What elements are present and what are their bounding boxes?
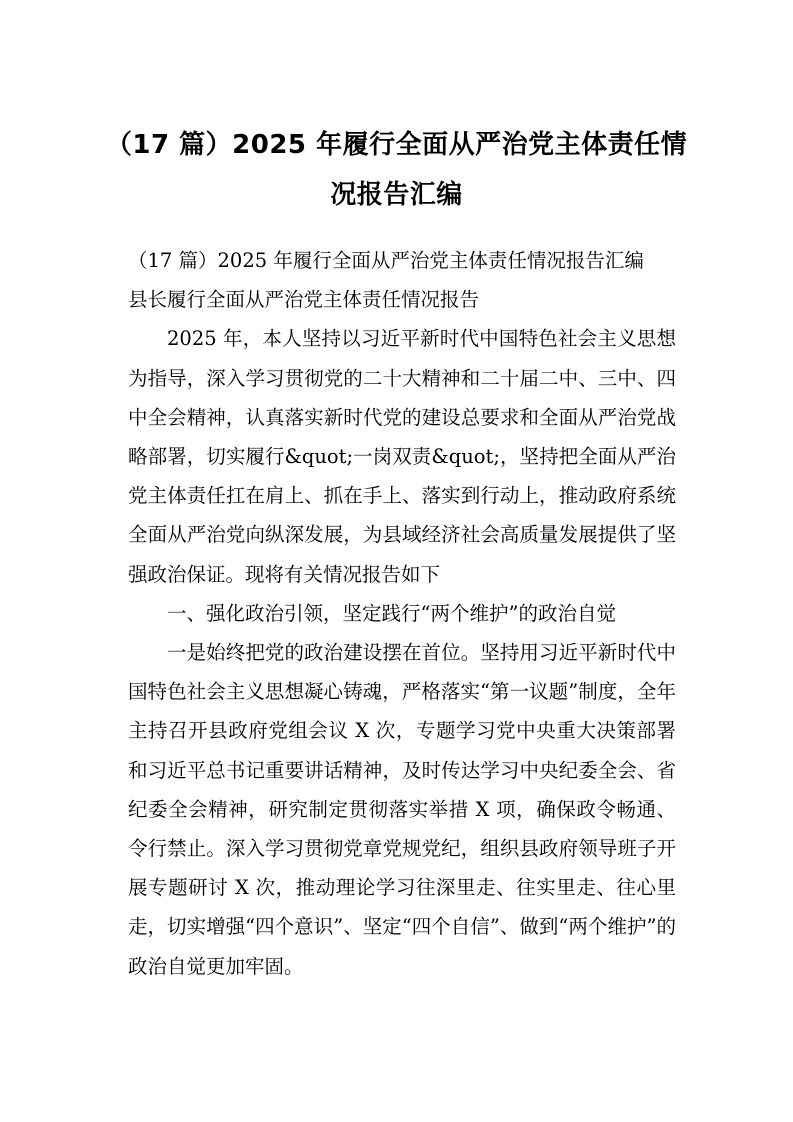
document-title: （17 篇）2025 年履行全面从严治党主体责任情况报告汇编 bbox=[105, 130, 688, 210]
paragraph-collection-title: （17 篇）2025 年履行全面从严治党主体责任情况报告汇编 bbox=[128, 249, 644, 272]
paragraph-report-subtitle: 县长履行全面从严治党主体责任情况报告 bbox=[128, 288, 480, 312]
document-body bbox=[128, 241, 676, 986]
section-heading-1: 一、强化政治引领，坚定践行“两个维护”的政治自觉 bbox=[167, 601, 616, 625]
paragraph-section-1-point-1: 一是始终把党的政治建设摆在首位。坚持用习近平新时代中国特色社会主义思想凝心铸魂，严格落实“第一议题”制度，全年主持召开县政府党组会议 X 次，专题学习党中央重大决策部署和习近平总书记重要讲话精神，及时传达学习中央纪委全会、省纪委全会精神，研究制定贯彻落实举措 X 项，确保政令畅通、令行禁止。深入学习贯彻党章党规党纪，组织县政府领导班子开展专题研讨 X 次，推动理论学习往深里走、往实里走、往心里走，切实增强“四个意识”、坚定“四个自信”、做到“两个维护”的政治自觉更加牢固。 bbox=[128, 641, 676, 978]
paragraph-introduction: 2025 年，本人坚持以习近平新时代中国特色社会主义思想为指导，深入学习贯彻党的二十大精神和二十届二中、三中、四中全会精神，认真落实新时代党的建设总要求和全面从严治党战略部署，切实履行&quot;一岗双责&quot;，坚持把全面从严治党主体责任扛在肩上、抓在手上、落实到行动上，推动政府系统全面从严治党向纵深发展，为县域经济社会高质量发展提供了坚强政治保证。现将有关情况报告如下 bbox=[128, 327, 676, 586]
